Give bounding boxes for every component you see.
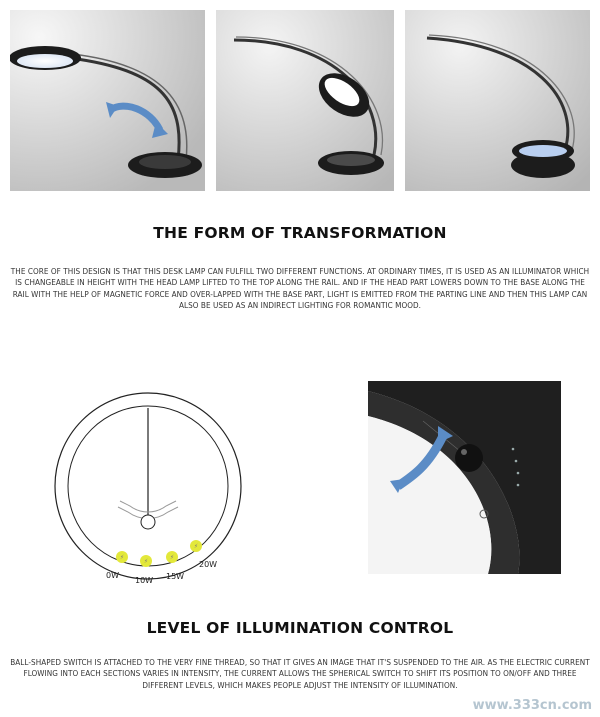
indicator-lights (110, 535, 210, 575)
lamp-photo-mid (216, 10, 394, 191)
ball-switch-photo (368, 381, 561, 574)
watt-label-20: 20W (199, 560, 218, 569)
svg-text:⚡: ⚡ (119, 554, 125, 561)
watt-label-0: 0W (106, 571, 119, 580)
watermark: www.333cn.com (472, 698, 592, 713)
section-title-illumination: LEVEL OF ILLUMINATION CONTROL (146, 619, 454, 637)
watt-label-10: 10W (135, 576, 154, 585)
svg-text:⚡: ⚡ (143, 558, 149, 565)
lamp-photo-lowered (405, 10, 590, 191)
watt-label-15: 15W (166, 572, 185, 581)
lamp-photo-raised (10, 10, 205, 191)
svg-text:⚡: ⚡ (169, 554, 175, 561)
svg-text:⚡: ⚡ (193, 543, 199, 550)
section-body-illumination: BALL-SHAPED SWITCH IS ATTACHED TO THE VERY FINE THREAD, SO THAT IT GIVES AN IMAGE THAT IT'S SUSPENDED TO THE AIR. AS THE ELECTRIC CURRENT FLOWING INTO EACH SECTIONS VARIES IN INTENSITY, THE CURRENT ALLOWS THE SPHERICAL SWITCH TO SHIFT ITS POSITION TO ON/OFF AND THREE DIFFERENT LEVELS, WHICH MAKES PEOPLE ADJUST THE INTENSITY OF ILLUMINATION. (10, 657, 590, 690)
section-body-transformation: THE CORE OF THIS DESIGN IS THAT THIS DESK LAMP CAN FULFILL TWO DIFFERENT FUNCTIONS. AT ORDINARY TIMES, IT IS USED AS AN ILLUMINATOR WHICH IS CHANGEABLE IN HEIGHT WITH THE HEAD LAMP LIFTED TO THE TOP ALONG THE RAIL. AND IF THE HEAD PART LOWERS DOWN TO THE BASE ALONG THE RAIL WITH THE HELP OF MAGNETIC FORCE AND OVER-LAPPED WITH THE BASE PART, LIGHT IS EMITTED FROM THE PARTING LINE AND THEN THIS LAMP CAN ALSO BE USED AS AN INDIRECT LIGHTING FOR ROMANTIC MOOD. (10, 266, 590, 311)
section-title-transformation: THE FORM OF TRANSFORMATION (153, 224, 447, 242)
